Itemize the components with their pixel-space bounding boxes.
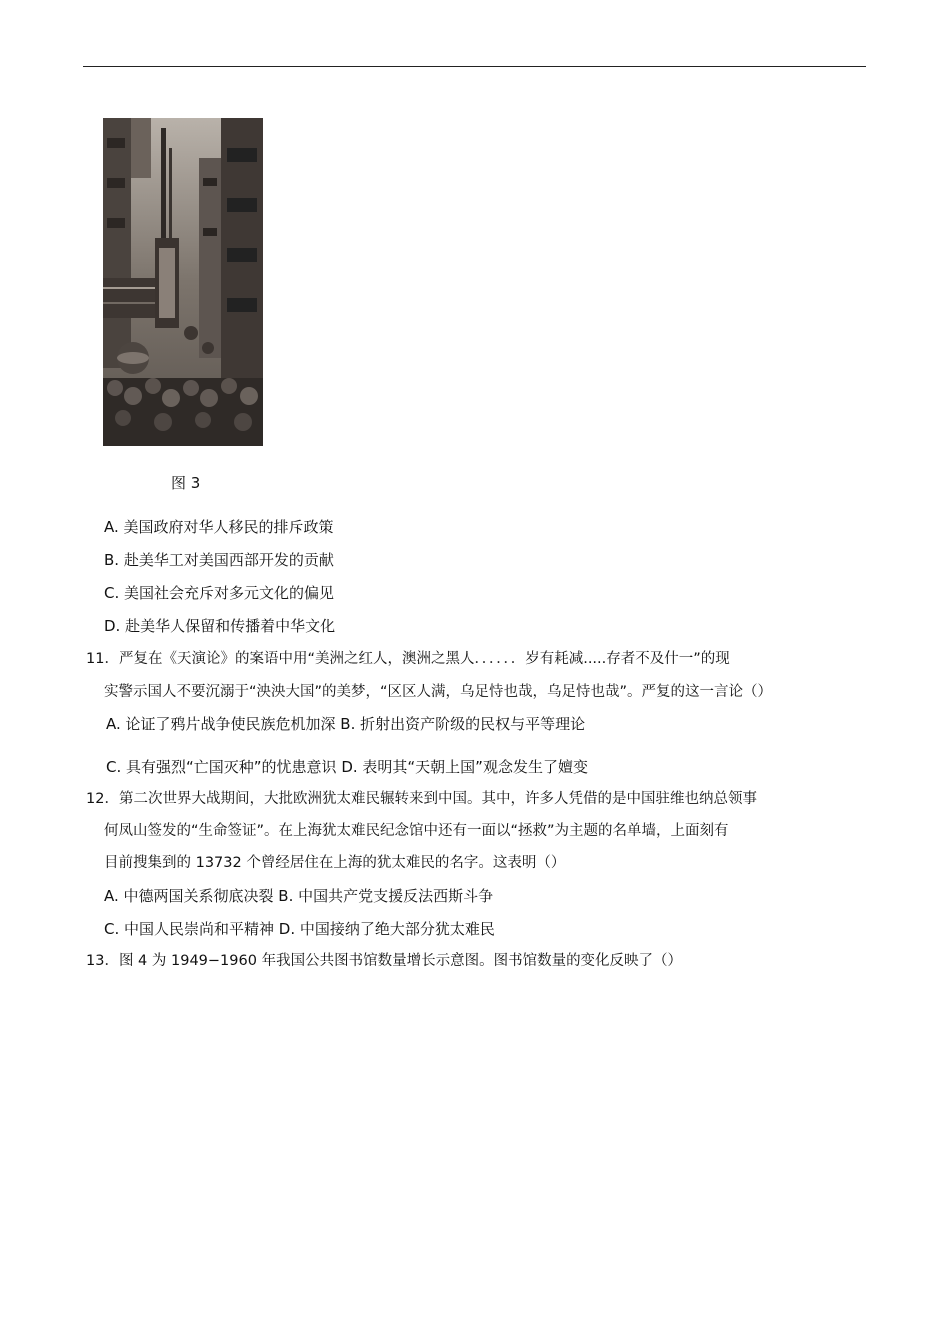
figure-3-caption: 图 3 — [171, 474, 201, 492]
q11-stem-line-2: 实警示国人不要沉溺于“泱泱大国”的美梦，“区区人满，乌足恃也哉，乌足恃也哉”。严复的这一言论（） — [104, 684, 773, 700]
q10-option-a: A. 美国政府对华人移民的排斥政策 — [104, 518, 334, 536]
q11-options-row-2: C. 具有强烈“亡国灭种”的忧患意识 D. 表明其“天朝上国”观念发生了嬗变 — [106, 758, 588, 776]
figure-3-image — [103, 118, 263, 446]
q12-options-row-1: A. 中德两国关系彻底决裂 B. 中国共产党支援反法西斯斗争 — [104, 887, 494, 905]
q12-stem-line-3: 目前搜集到的 13732 个曾经居住在上海的犹太难民的名字。这表明（） — [104, 855, 566, 871]
q12-options-row-2: C. 中国人民崇尚和平精神 D. 中国接纳了绝大部分犹太难民 — [104, 920, 495, 938]
q12-stem-line-1: 12．第二次世界大战期间，大批欧洲犹太难民辗转来到中国。其中，许多人凭借的是中国驻维也纳总领事 — [86, 791, 757, 807]
q10-option-d: D. 赴美华人保留和传播着中华文化 — [104, 617, 336, 635]
q11-stem-line-1: 11．严复在《天演论》的案语中用“美洲之红人，澳洲之黑人．．．．．．岁有耗减.....存者不及什一”的现 — [86, 651, 730, 667]
header-rule — [83, 66, 866, 67]
q11-options-row-1: A. 论证了鸦片战争使民族危机加深 B. 折射出资产阶级的民权与平等理论 — [106, 715, 586, 733]
q10-option-b: B. 赴美华工对美国西部开发的贡献 — [104, 551, 334, 569]
q12-stem-line-2: 何凤山签发的“生命签证”。在上海犹太难民纪念馆中还有一面以“拯救”为主题的名单墙，上面刻有 — [104, 823, 729, 839]
q10-option-c: C. 美国社会充斥对多元文化的偏见 — [104, 584, 335, 602]
q13-stem-line: 13．图 4 为 1949−1960 年我国公共图书馆数量增长示意图。图书馆数量的变化反映了（） — [86, 953, 683, 969]
